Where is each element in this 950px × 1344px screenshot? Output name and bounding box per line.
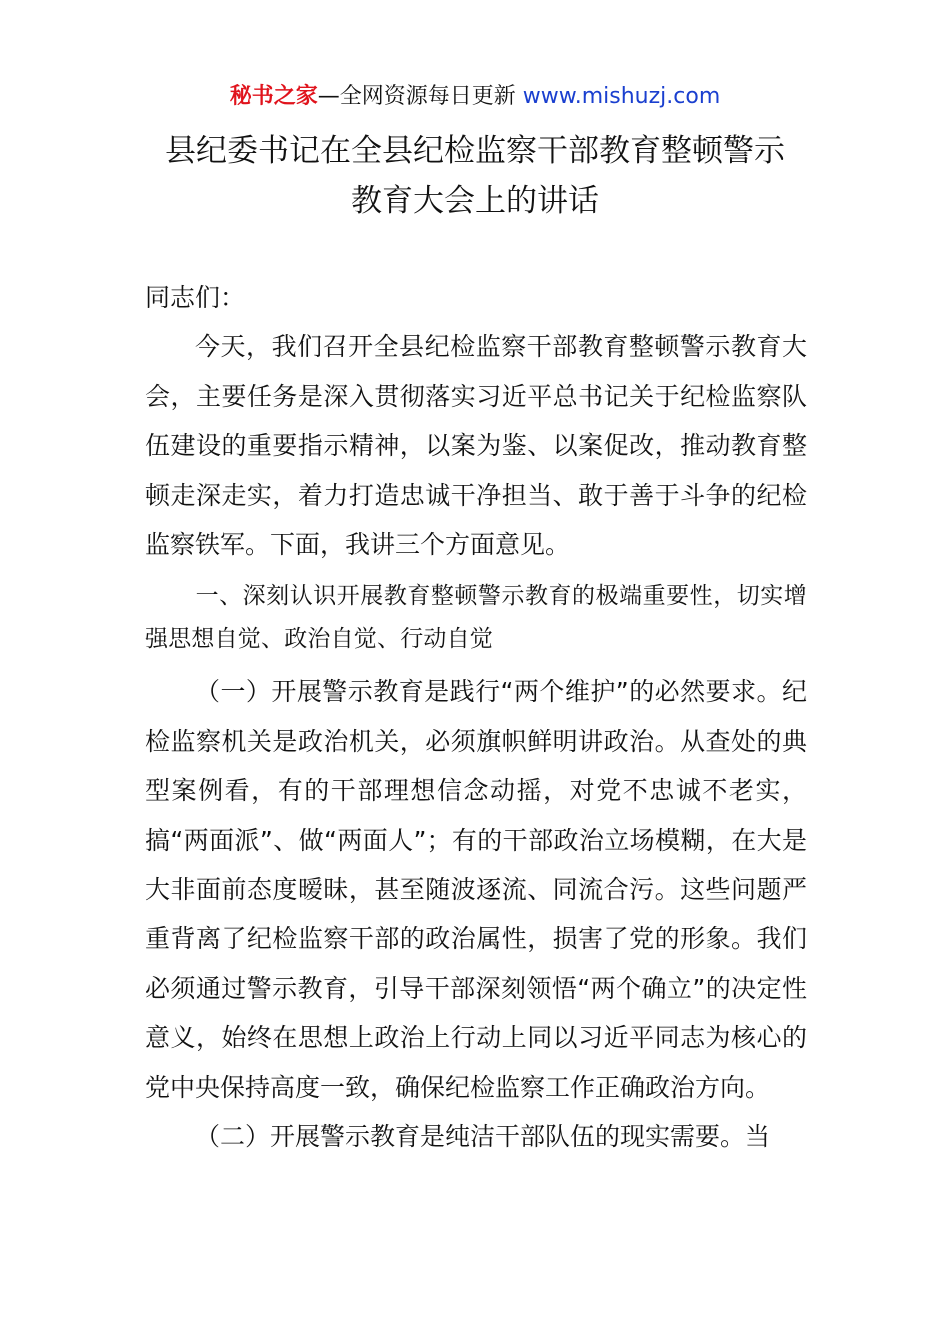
- paragraph-point-two: （二）开展警示教育是纯洁干部队伍的现实需要。当: [195, 1122, 771, 1152]
- document-body: [145, 273, 807, 1162]
- section-heading-one: 一、深刻认识开展教育整顿警示教育的极端重要性，切实增强思想自觉、政治自觉、行动自觉: [145, 583, 807, 653]
- document-title: [100, 126, 850, 226]
- site-name: 秘书之家: [229, 84, 318, 109]
- paragraph-point-one: （一）开展警示教育是践行“两个维护”的必然要求。纪检监察机关是政治机关，必须旗帜鲜明讲政治。从查处的典型案例看，有的干部理想信念动摇，对党不忠诚不老实，搞“两面派”、做“两面人”；有的干部政治立场模糊，在大是大非面前态度暧昧，甚至随波逐流、同流合污。这些问题严重背离了纪检监察干部的政治属性，损害了党的形象。我们必须通过警示教育，引导干部深刻领悟“两个确立”的决定性意义，始终在思想上政治上行动上同以习近平同志为核心的党中央保持高度一致，确保纪检监察工作正确政治方向。: [145, 677, 807, 1102]
- salutation: 同志们：: [145, 283, 246, 312]
- site-tagline: —全网资源每日更新: [317, 84, 523, 109]
- document-title-line-1: 县纪委书记在全县纪检监察干部教育整顿警示: [165, 133, 785, 169]
- document-title-line-2: 教育大会上的讲话: [351, 183, 599, 219]
- site-header: [0, 80, 950, 114]
- intro-paragraph: 今天，我们召开全县纪检监察干部教育整顿警示教育大会，主要任务是深入贯彻落实习近平总书记关于纪检监察队伍建设的重要指示精神，以案为鉴、以案促改，推动教育整顿走深走实，着力打造忠诚干净担当、敢于善于斗争的纪检监察铁军。下面，我讲三个方面意见。: [145, 332, 807, 560]
- site-url-link[interactable]: www.mishuzj.com: [522, 84, 721, 109]
